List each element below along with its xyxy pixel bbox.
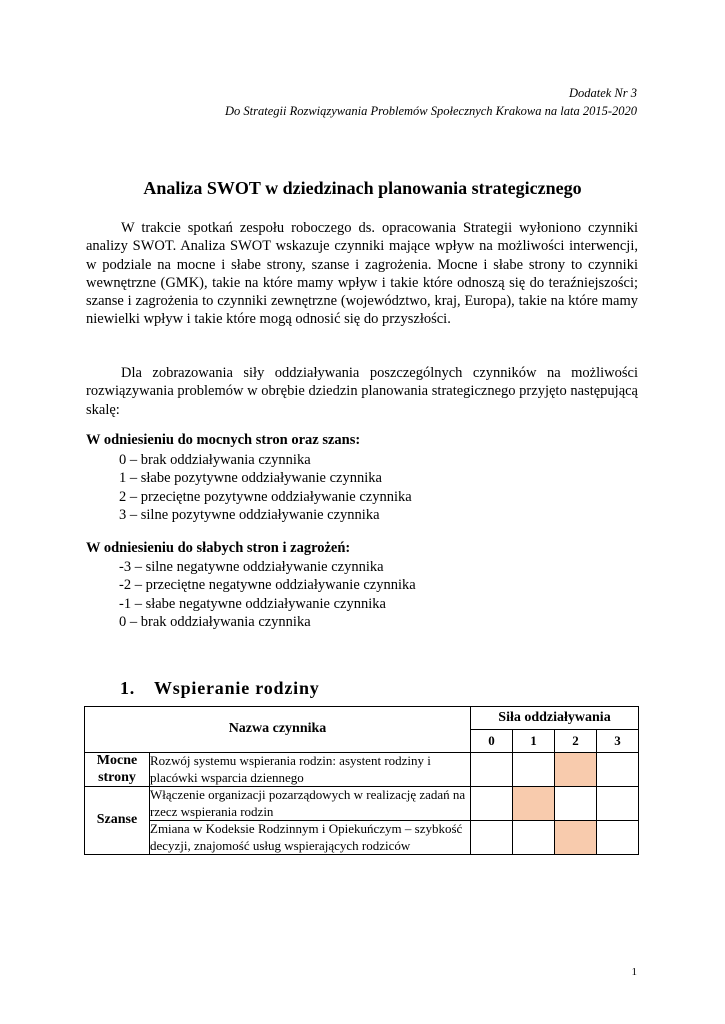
list-item: 3 – silne pozytywne oddziaływanie czynnika (119, 506, 380, 523)
list-item: -2 – przeciętne negatywne oddziaływanie czynnika (119, 577, 416, 594)
scale-header-0: 0 (471, 730, 513, 753)
scale-paragraph-text: Dla zobrazowania siły oddziaływania poszczególnych czynników na możliwości rozwiązywania problemów w obrębie dziedzin planowania strategicznego przyjęto następującą skalę: (86, 365, 638, 418)
list-item: 0 – brak oddziaływania czynnika (119, 613, 311, 630)
strong-scale-heading: W odniesieniu do mocnych stron oraz szans: (86, 432, 361, 448)
factor-cell: Włączenie organizacji pozarządowych w realizację zadań na rzecz wspierania rodzin (150, 787, 471, 821)
rating-cell (597, 821, 639, 855)
rating-cell (555, 753, 597, 787)
page-title: Analiza SWOT w dziedzinach planowania strategicznego (143, 178, 582, 198)
table-header-row (85, 707, 639, 730)
rating-cell (471, 821, 513, 855)
rating-cell (513, 787, 555, 821)
factor-cell: Rozwój systemu wspierania rodzin: asystent rodziny i placówki wsparcia dziennego (150, 753, 471, 787)
table-row (85, 821, 639, 855)
list-item: 2 – przeciętne pozytywne oddziaływanie czynnika (119, 488, 412, 505)
scale-header-1: 1 (513, 730, 555, 753)
rating-cell (513, 753, 555, 787)
swot-table (84, 706, 639, 855)
factor-name-header: Nazwa czynnika (85, 707, 471, 753)
scale-paragraph (86, 364, 638, 419)
scale-header-3: 3 (597, 730, 639, 753)
table-row (85, 787, 639, 821)
list-item: -1 – słabe negatywne oddziaływanie czynnika (119, 595, 386, 612)
rating-cell (555, 787, 597, 821)
list-item: 1 – słabe pozytywne oddziaływanie czynnika (119, 470, 382, 487)
rating-cell (555, 821, 597, 855)
rating-cell (513, 821, 555, 855)
rating-cell (597, 787, 639, 821)
rating-cell (471, 787, 513, 821)
section-heading (120, 678, 320, 699)
list-item: -3 – silne negatywne oddziaływanie czynnika (119, 559, 384, 575)
weak-scale-heading: W odniesieniu do słabych stron i zagrożeń: (86, 540, 351, 556)
section-number: 1. (120, 678, 136, 698)
force-header: Siła oddziaływania (471, 707, 639, 730)
section-title-text: Wspieranie rodziny (154, 678, 320, 698)
table-row (85, 753, 639, 787)
category-strengths: Mocne strony (85, 753, 150, 787)
weak-scale-list (119, 558, 416, 631)
intro-paragraph (86, 219, 638, 329)
list-item: 0 – brak oddziaływania czynnika (119, 452, 311, 468)
strong-scale-list (119, 451, 412, 524)
factor-cell: Zmiana w Kodeksie Rodzinnym i Opiekuńczym – szybkość decyzji, znajomość usług wspierających rodziców (150, 821, 471, 855)
rating-cell (597, 753, 639, 787)
rating-cell (471, 753, 513, 787)
intro-paragraph-text: W trakcie spotkań zespołu roboczego ds. opracowania Strategii wyłoniono czynniki analizy SWOT. Analiza SWOT wskazuje czynniki mające wpływ na możliwości interwencji, w podziale na mocne i słabe strony, szanse i zagrożenia. Mocne i słabe strony to czynniki wewnętrzne (GMK), takie na które mamy wpływ i takie które odnoszą się do teraźniejszości; szanse i zagrożenia to czynniki zewnętrzne (województwo, kraj, Europa), takie na które mamy niewielki wpływ i takie które mogą odnosić się do przyszłości. (86, 220, 638, 328)
document-header (225, 84, 637, 120)
scale-header-2: 2 (555, 730, 597, 753)
strategy-reference: Do Strategii Rozwiązywania Problemów Społecznych Krakowa na lata 2015-2020 (224, 104, 637, 118)
page-number: 1 (631, 966, 637, 978)
annex-label: Dodatek Nr 3 (568, 86, 637, 100)
category-opportunities: Szanse (85, 787, 150, 855)
